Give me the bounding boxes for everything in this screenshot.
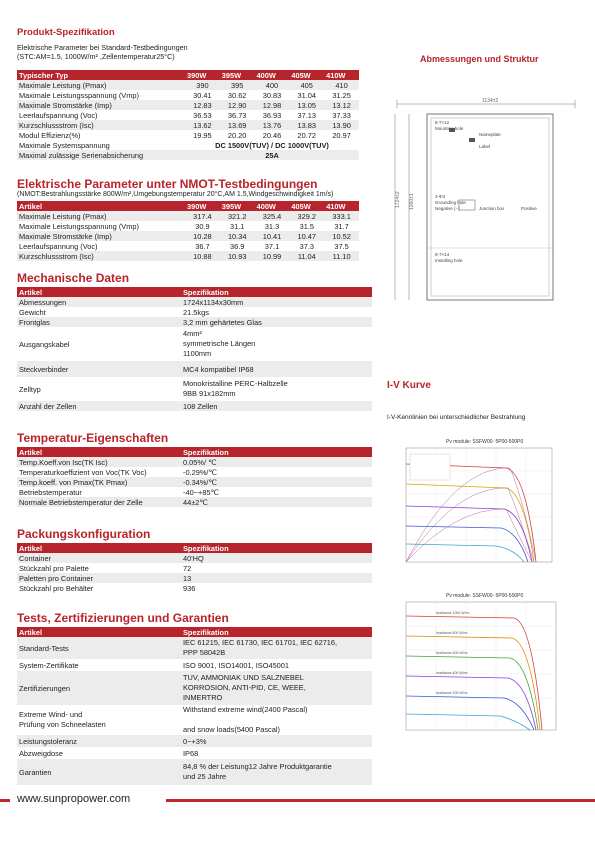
table-row — [17, 747, 372, 759]
spec-value: 40'HQ — [181, 553, 372, 563]
table-row — [17, 317, 372, 327]
spec-label: Paletten pro Container — [17, 573, 181, 583]
spec-value: -40~+85℃ — [183, 487, 219, 497]
table-cell: Maximale Leistungsspannung (Vmp) — [19, 90, 139, 100]
spec-label: Temp.koeff. von Pmax(TK Pmax) — [17, 477, 181, 487]
intro-line-2: (STC:AM=1.5, 1000W/m² ,Zellentemperatur25°C) — [17, 52, 175, 61]
iv-curve-chart-2 — [396, 590, 564, 740]
svg-text:Mounting hole: Mounting hole — [435, 126, 464, 131]
header-cell: Spezifikation — [181, 447, 372, 457]
iv-subtitle: I-V-Kennlinien bei unterschiedlicher Bestrahlung — [387, 414, 526, 421]
table-cell: 410 — [324, 80, 359, 90]
table-row — [17, 231, 359, 241]
table-row — [17, 361, 372, 377]
svg-text:Irradiance 400 W/m²: Irradiance 400 W/m² — [436, 671, 468, 675]
tests-title: Tests, Zertifizierungen und Garantien — [17, 611, 229, 625]
table-cell: 13.69 — [220, 120, 255, 130]
spec-label: Stückzahl pro Behälter — [19, 583, 94, 593]
table-row — [17, 297, 372, 307]
spec-value: 4mm² symmetrische Längen 1100mm — [183, 329, 256, 358]
spec-value: 0~+3% — [181, 735, 372, 747]
spec-value: 21.5kgs — [183, 307, 209, 317]
header-cell: 410W — [324, 70, 359, 80]
table-cell: Leerlaufspannung (Voc) — [19, 241, 98, 251]
table-cell: 12.98 — [255, 100, 290, 110]
header-cell: Artikel — [17, 543, 181, 553]
table-cell: 31.3 — [264, 221, 280, 231]
table-cell: 405 — [289, 80, 324, 90]
nmot-table — [17, 201, 359, 261]
spec-label: Standard-Tests — [17, 637, 181, 659]
header-cell: Spezifikation — [181, 287, 372, 297]
footer-url[interactable]: www.sunpropower.com — [17, 793, 131, 805]
iv-curve-chart-1 — [396, 436, 564, 572]
svg-text:Label: Label — [479, 144, 491, 149]
table-row — [17, 671, 372, 705]
table-cell: 10.88 — [185, 251, 220, 261]
table-row — [17, 110, 359, 120]
header-cell: Typischer Typ — [17, 70, 185, 80]
svg-text:8-7×12: 8-7×12 — [435, 120, 450, 125]
spec-label: Leistungstoleranz — [17, 735, 181, 747]
spec-value: 108 Zellen — [181, 401, 372, 411]
table-cell: 13.83 — [289, 120, 324, 130]
svg-text:Grounding hole: Grounding hole — [435, 200, 466, 205]
table-row — [17, 327, 372, 361]
spec-label: Garantien — [17, 759, 181, 785]
spec-label: Zelltyp — [19, 384, 41, 394]
svg-text:Negative (−): Negative (−) — [435, 206, 460, 211]
table-cell: 36.73 — [227, 110, 247, 120]
spec-label: Frontglas — [17, 317, 181, 327]
table-cell: 31.04 — [297, 90, 316, 100]
table-row — [17, 735, 372, 747]
spec-value: 936 — [183, 583, 196, 593]
mech-table — [17, 287, 372, 411]
table-cell: 20.46 — [262, 130, 282, 140]
spec-value: -0.34%/℃ — [181, 477, 372, 487]
page-title: Produkt-Spezifikation — [17, 27, 115, 38]
table-row — [17, 307, 372, 317]
table-row — [17, 573, 372, 583]
table-cell: Leerlaufspannung (Voc) — [19, 110, 98, 120]
table-row — [17, 120, 359, 130]
table-cell: 333.1 — [324, 211, 359, 221]
svg-text:1260±1: 1260±1 — [409, 193, 415, 210]
table-cell: Kurzschlussstrom (Isc) — [17, 251, 185, 261]
stc-table — [17, 70, 359, 160]
table-cell: 30.62 — [227, 90, 247, 100]
chart1-title: Pv module: SSFW00- 5P00-500P0 — [446, 439, 524, 445]
header-cell: Artikel — [17, 287, 181, 297]
svg-text:Nameplate: Nameplate — [479, 132, 501, 137]
table-cell: 37.1 — [264, 241, 280, 251]
svg-text:Positive: Positive — [521, 206, 537, 211]
table-cell: 13.12 — [324, 100, 359, 110]
spec-label: Steckverbinder — [17, 361, 181, 377]
table-row — [17, 100, 359, 110]
header-cell: Artikel — [17, 201, 185, 211]
temp-table — [17, 447, 372, 507]
chart2-title: Pv module: SSFW00- 5P00-500P0 — [446, 593, 524, 599]
spec-label: Gewicht — [19, 307, 46, 317]
spec-value: Withstand extreme wind(2400 Pascal) and snow loads(5400 Pascal) — [183, 705, 308, 734]
svg-text:Irradiance 1000 W/m²: Irradiance 1000 W/m² — [436, 611, 470, 615]
spec-value: 44±2℃ — [181, 497, 372, 507]
table-cell: 11.04 — [289, 251, 324, 261]
table-cell: 10.99 — [255, 251, 290, 261]
table-cell: 13.90 — [324, 120, 359, 130]
spec-value: Monokristalline PERC-Halbzelle 9BB 91x182mm — [183, 379, 288, 398]
svg-text:Irradiance 200 W/m²: Irradiance 200 W/m² — [436, 691, 468, 695]
table-cell: 317.4 — [185, 211, 220, 221]
footer-bar-left — [0, 799, 10, 802]
table-cell: Maximale Stromstärke (Imp) — [17, 100, 185, 110]
svg-text:1134±2: 1134±2 — [482, 98, 499, 104]
svg-text:Irradiance 800 W/m²: Irradiance 800 W/m² — [436, 631, 468, 635]
table-row — [17, 563, 372, 573]
table-cell: 321.2 — [220, 211, 255, 221]
header-cell: 400W — [255, 70, 290, 80]
svg-text:Installing hole: Installing hole — [435, 258, 463, 263]
table-row — [17, 553, 372, 563]
table-cell: 13.05 — [289, 100, 324, 110]
table-cell: 12.83 — [185, 100, 220, 110]
spec-label: Abmessungen — [17, 297, 181, 307]
table-row — [17, 659, 372, 671]
table-cell: 19.95 — [193, 130, 212, 140]
table-cell: 20.72 — [297, 130, 316, 140]
intro-line-1: Elektrische Parameter bei Standard-Testbedingungen — [17, 43, 188, 52]
spec-label: Container — [17, 553, 181, 563]
svg-text:2-Φ4: 2-Φ4 — [435, 194, 446, 199]
table-cell: 10.28 — [185, 231, 220, 241]
spec-label: Extreme Wind- und Prüfung von Schneelasten — [19, 710, 106, 729]
svg-text:1724±2: 1724±2 — [395, 191, 401, 208]
table-row — [17, 211, 359, 221]
table-cell: 10.34 — [220, 231, 255, 241]
pack-title: Packungskonfiguration — [17, 527, 151, 541]
header-cell: 405W — [289, 70, 324, 80]
spec-label: Normale Betriebstemperatur der Zelle — [17, 497, 181, 507]
table-cell: Modul Effizienz(%) — [19, 130, 81, 140]
table-row — [17, 477, 372, 487]
spec-value: 3,2 mm gehärtetes Glas — [181, 317, 372, 327]
header-cell: Artikel — [17, 447, 181, 457]
table-row — [17, 401, 372, 411]
spec-value: 84,8 % der Leistung12 Jahre Produktgarantie und 25 Jahre — [181, 759, 372, 785]
table-cell: 395 — [220, 80, 255, 90]
header-cell: 395W — [220, 70, 255, 80]
table-cell: 13.76 — [255, 120, 290, 130]
svg-text:8-7×14: 8-7×14 — [435, 252, 450, 257]
spec-value: 13 — [181, 573, 372, 583]
table-cell: 37.13 — [297, 110, 316, 120]
table-cell: 20.20 — [227, 130, 247, 140]
spec-value: 0.05%/ ℃ — [181, 457, 372, 467]
spec-value: ISO 9001, ISO14001, ISO45001 — [183, 660, 290, 670]
table-row — [17, 457, 372, 467]
table-cell: 390 — [185, 80, 220, 90]
table-cell: 10.41 — [255, 231, 290, 241]
table-row — [17, 497, 372, 507]
table-cell: 13.62 — [185, 120, 220, 130]
spec-value: 72 — [183, 563, 192, 573]
table-cell: 31.25 — [332, 90, 351, 100]
spec-value: IEC 61215, IEC 61730, IEC 61701, IEC 62716, PPP 58042B — [181, 637, 372, 659]
spec-value: 1724x1134x30mm — [181, 297, 372, 307]
table-row — [17, 637, 372, 659]
table-row — [17, 705, 372, 735]
mech-title: Mechanische Daten — [17, 271, 130, 285]
nmot-title: Elektrische Parameter unter NMOT-Testbedingungen — [17, 177, 318, 191]
svg-text:Irradiance 600 W/m²: Irradiance 600 W/m² — [436, 651, 468, 655]
table-cell: 10.52 — [324, 231, 359, 241]
table-cell: 30.41 — [193, 90, 212, 100]
table-cell: 37.3 — [299, 241, 314, 251]
table-cell: 30.9 — [195, 221, 210, 231]
header-cell: Spezifikation — [181, 543, 372, 553]
table-cell: Maximale Stromstärke (Imp) — [17, 231, 185, 241]
header-cell: 405W — [289, 201, 324, 211]
spec-value: TUV, AMMONIAK UND SALZNEBEL KORROSION, ANTI-PID, CE, WEEE, INMERTRO — [181, 671, 372, 705]
table-row — [17, 467, 372, 477]
spec-label: Zertifizierungen — [17, 671, 181, 705]
row-value: DC 1500V(TUV) / DC 1000V(TUV) — [215, 140, 329, 150]
spec-label: Anzahl der Zellen — [17, 401, 181, 411]
header-cell: 395W — [220, 201, 255, 211]
table-cell: Maximale Leistung (Pmax) — [17, 211, 185, 221]
nmot-subtitle: (NMOT:Bestrahlungsstärke 800W/m²,Umgebungstemperatur 20°C,AM 1.5,Windgeschwindigkeit 1m/s) — [17, 191, 334, 198]
spec-label: Stückzahl pro Palette — [19, 563, 89, 573]
row-label: Maximal zulässige Serienabsicherung — [17, 150, 185, 160]
table-cell: Kurzschlussstrom (Isc) — [17, 120, 185, 130]
table-cell: 400 — [255, 80, 290, 90]
spec-label: Betriebstemperatur — [19, 487, 82, 497]
table-row — [17, 150, 359, 160]
table-cell: 30.83 — [262, 90, 282, 100]
table-cell: 20.97 — [332, 130, 351, 140]
table-row — [17, 759, 372, 785]
table-cell: 329.2 — [289, 211, 324, 221]
table-cell: Maximale Leistungsspannung (Vmp) — [19, 221, 139, 231]
table-row — [17, 487, 372, 497]
table-cell: 37.5 — [334, 241, 349, 251]
table-cell: 325.4 — [255, 211, 290, 221]
table-row — [17, 130, 359, 140]
table-cell: 37.33 — [332, 110, 351, 120]
header-cell: 390W — [185, 70, 220, 80]
row-label: Maximale Systemspannung — [19, 140, 110, 150]
table-cell: 36.53 — [193, 110, 212, 120]
table-cell: 11.10 — [324, 251, 359, 261]
spec-label: Ausgangskabel — [19, 339, 70, 349]
header-cell: 410W — [324, 201, 359, 211]
tests-table — [17, 627, 372, 785]
header-cell: Artikel — [17, 627, 181, 637]
dimensions-title: Abmessungen und Struktur — [420, 54, 539, 64]
spec-label: System-Zertifikate — [19, 660, 79, 670]
module-dimension-drawing — [387, 98, 585, 306]
pack-table — [17, 543, 372, 593]
table-cell: Maximale Leistung (Pmax) — [17, 80, 185, 90]
table-row — [17, 583, 372, 593]
table-cell: 31.7 — [334, 221, 349, 231]
header-cell: 400W — [255, 201, 290, 211]
table-cell: 12.90 — [220, 100, 255, 110]
header-cell: Spezifikation — [181, 627, 372, 637]
table-row — [17, 377, 372, 401]
spec-label: Temp.Koeff.von Isc(TK Isc) — [17, 457, 181, 467]
spec-value: IP68 — [183, 748, 199, 758]
table-row — [17, 90, 359, 100]
table-cell: 36.7 — [195, 241, 210, 251]
row-value: 25A — [185, 150, 359, 160]
table-cell: 36.93 — [262, 110, 282, 120]
table-row — [17, 251, 359, 261]
svg-text:Junction box: Junction box — [479, 206, 505, 211]
spec-value: -0.29%/℃ — [183, 467, 217, 477]
table-cell: 31.1 — [230, 221, 245, 231]
spec-label: Abzweigdose — [19, 748, 63, 758]
spec-label: Temperaturkoeffizient von Voc(TK Voc) — [19, 467, 147, 477]
header-cell: 390W — [185, 201, 220, 211]
iv-title: I-V Kurve — [387, 380, 431, 391]
table-cell: 31.5 — [299, 221, 314, 231]
footer-bar-right — [166, 799, 595, 802]
table-cell: 10.93 — [220, 251, 255, 261]
table-row — [17, 241, 359, 251]
spec-value: MC4 kompatibel IP68 — [181, 361, 372, 377]
table-row — [17, 221, 359, 231]
table-cell: 10.47 — [289, 231, 324, 241]
table-cell: 36.9 — [230, 241, 245, 251]
table-row — [17, 140, 359, 150]
temp-title: Temperatur-Eigenschaften — [17, 431, 169, 445]
table-row — [17, 80, 359, 90]
